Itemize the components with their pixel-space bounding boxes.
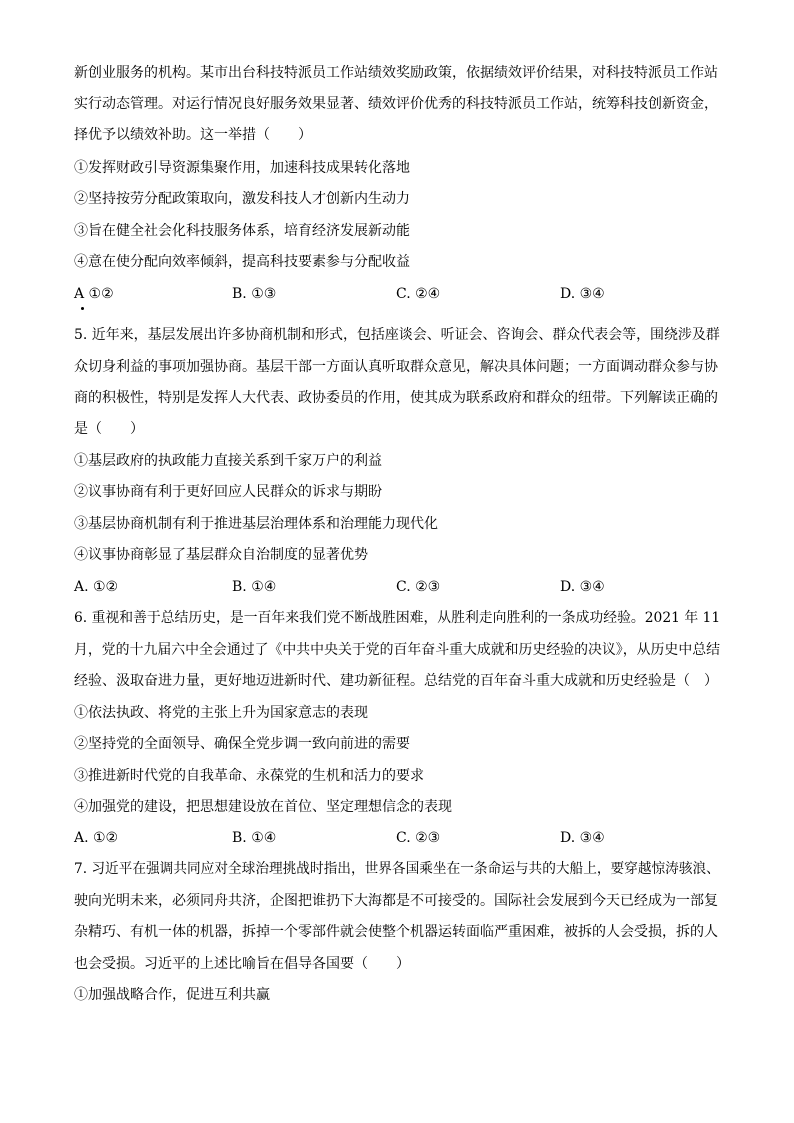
q4-statement-4: ④意在使分配向效率倾斜，提高科技要素参与分配收益 <box>74 254 410 270</box>
stray-dot-mark <box>81 307 84 310</box>
q5-statement-2: ②议事协商有利于更好回应人民群众的诉求与期盼 <box>74 484 382 500</box>
q7-statement-1: ①加强战略合作，促进互利共赢 <box>74 987 270 1003</box>
q5-stem-line-3: 商的积极性，特别是发挥人大代表、政协委员的作用，使其成为联系政府和群众的纽带。下列解读正确的 <box>74 390 718 406</box>
q6-option-a: A. ①② <box>74 830 119 846</box>
q6-option-b: B. ①④ <box>232 830 277 846</box>
q4-option-d: D. ③④ <box>560 286 605 302</box>
q4-statement-3: ③旨在健全社会化科技服务体系，培育经济发展新动能 <box>74 223 410 239</box>
q4-option-c: C. ②④ <box>396 286 441 302</box>
q5-option-d: D. ③④ <box>560 579 605 595</box>
q6-statement-3: ③推进新时代党的自我革命、永葆党的生机和活力的要求 <box>74 768 424 784</box>
q6-statement-2: ②坚持党的全面领导、确保全党步调一致向前进的需要 <box>74 736 410 752</box>
q7-stem-line-2: 驶向光明未来，必须同舟共济，企图把谁扔下大海都是不可接受的。国际社会发展到今天已经成为一部复 <box>74 893 718 909</box>
q7-stem-line-1: 7. 习近平在强调共同应对全球治理挑战时指出，世界各国乘坐在一条命运与共的大船上，要穿越惊涛骇浪、 <box>74 861 720 877</box>
q5-statement-3: ③基层协商机制有利于推进基层治理体系和治理能力现代化 <box>74 516 438 532</box>
q5-stem-line-4: 是（ ） <box>74 421 144 437</box>
q5-statement-1: ①基层政府的执政能力直接关系到千家万户的利益 <box>74 453 382 469</box>
q4-option-a: A ①② <box>74 286 114 302</box>
q6-statement-4: ④加强党的建设，把思想建设放在首位、坚定理想信念的表现 <box>74 799 452 815</box>
q7-stem-line-3: 杂精巧、有机一体的机器，拆掉一个零部件就会使整个机器运转面临严重困难，被拆的人会受损，拆的人 <box>74 924 718 940</box>
q5-stem-line-2: 众切身利益的事项加强协商。基层干部一方面认真听取群众意见，解决具体问题；一方面调动群众参与协 <box>74 359 718 375</box>
q6-stem-line-3: 经验、汲取奋进力量，更好地迈进新时代、建功新征程。总结党的百年奋斗重大成就和历史经验是（ ） <box>74 673 718 689</box>
q4-stem-line-3: 择优予以绩效补助。这一举措（ ） <box>74 127 312 143</box>
q6-stem-line-2: 月，党的十九届六中全会通过了《中共中央关于党的百年奋斗重大成就和历史经验的决议》，从历史中总结 <box>74 642 720 658</box>
q4-options <box>74 284 734 304</box>
q5-option-b: B. ①④ <box>232 579 277 595</box>
q4-statement-2: ②坚持按劳分配政策取向，激发科技人才创新内生动力 <box>74 191 410 207</box>
q6-statement-1: ①依法执政、将党的主张上升为国家意志的表现 <box>74 705 368 721</box>
q4-option-b: B. ①③ <box>232 286 277 302</box>
q6-option-d: D. ③④ <box>560 830 605 846</box>
q5-option-a: A. ①② <box>74 579 119 595</box>
q4-stem-line-1: 新创业服务的机构。某市出台科技特派员工作站绩效奖励政策，依据绩效评价结果，对科技特派员工作站 <box>74 65 718 81</box>
q5-stem-line-1: 5. 近年来，基层发展出许多协商机制和形式，包括座谈会、听证会、咨询会、群众代表会等，围绕涉及群 <box>74 327 720 343</box>
q6-option-c: C. ②③ <box>396 830 441 846</box>
q4-statement-1: ①发挥财政引导资源集聚作用，加速科技成果转化落地 <box>74 160 410 176</box>
q5-option-c: C. ②③ <box>396 579 441 595</box>
q5-options <box>74 577 734 597</box>
q7-stem-line-4: 也会受损。习近平的上述比喻旨在倡导各国要（ ） <box>74 956 410 972</box>
q6-stem-line-1: 6. 重视和善于总结历史，是一百年来我们党不断战胜困难，从胜利走向胜利的一条成功经验。2021 年 11 <box>74 610 721 626</box>
q6-options <box>74 828 734 848</box>
q4-stem-line-2: 实行动态管理。对运行情况良好服务效果显著、绩效评价优秀的科技特派员工作站，统筹科技创新资金， <box>74 96 718 112</box>
q5-statement-4: ④议事协商彰显了基层群众自治制度的显著优势 <box>74 547 368 563</box>
